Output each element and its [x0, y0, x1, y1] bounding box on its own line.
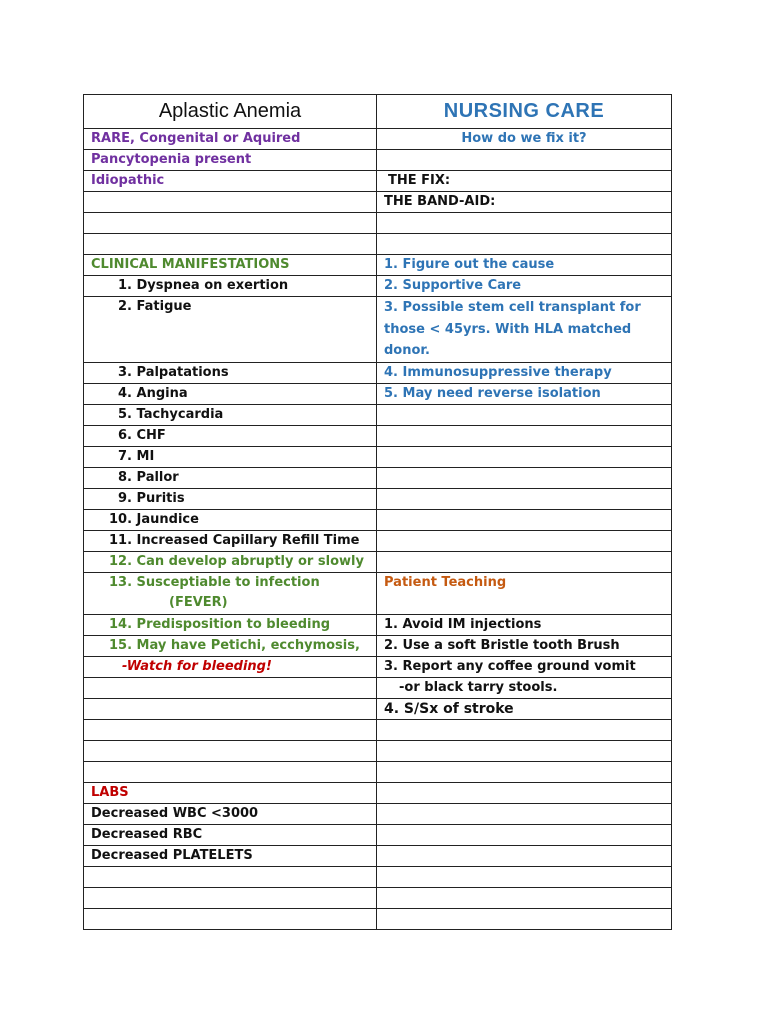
table-row	[84, 761, 672, 782]
table-row	[84, 446, 672, 467]
manifestation-line: (FEVER)	[169, 594, 228, 610]
manifestation-item: 12. Can develop abruptly or slowly	[84, 551, 377, 572]
band-aid-label: THE BAND-AID:	[377, 192, 672, 213]
empty-cell	[377, 782, 672, 803]
table-row	[84, 425, 672, 446]
care-item: 4. Immunosuppressive therapy	[377, 362, 672, 383]
the-fix-label: THE FIX:	[377, 171, 672, 192]
table-row	[84, 150, 672, 171]
empty-cell	[377, 740, 672, 761]
table-row	[84, 845, 672, 866]
table-row	[84, 255, 672, 276]
table-row	[84, 234, 672, 255]
table-row	[84, 635, 672, 656]
care-item: 1. Figure out the cause	[377, 255, 672, 276]
lab-item: Decreased WBC <3000	[84, 803, 377, 824]
care-table	[83, 94, 672, 930]
empty-cell	[377, 446, 672, 467]
table-row	[84, 887, 672, 908]
empty-cell	[84, 192, 377, 213]
intro-item: Idiopathic	[84, 171, 377, 192]
empty-cell	[377, 719, 672, 740]
table-row	[84, 404, 672, 425]
empty-cell	[377, 404, 672, 425]
disease-title: Aplastic Anemia	[84, 95, 377, 129]
table-row	[84, 297, 672, 363]
table-row	[84, 488, 672, 509]
table-row	[84, 740, 672, 761]
manifestation-item: 7. MI	[84, 446, 377, 467]
manifestation-item: 5. Tachycardia	[84, 404, 377, 425]
teaching-item: 4. S/Sx of stroke	[377, 698, 672, 719]
manifestation-item	[84, 572, 377, 614]
table-row	[84, 467, 672, 488]
fix-question: How do we fix it?	[377, 129, 672, 150]
empty-cell	[377, 908, 672, 929]
empty-cell	[84, 740, 377, 761]
table-row	[84, 866, 672, 887]
patient-teaching-title: Patient Teaching	[377, 572, 672, 614]
table-row	[84, 908, 672, 929]
empty-cell	[377, 509, 672, 530]
empty-cell	[377, 213, 672, 234]
table-row	[84, 276, 672, 297]
table-row	[84, 614, 672, 635]
empty-cell	[84, 234, 377, 255]
empty-cell	[377, 425, 672, 446]
empty-cell	[84, 677, 377, 698]
lab-item: Decreased PLATELETS	[84, 845, 377, 866]
table-row	[84, 719, 672, 740]
empty-cell	[84, 761, 377, 782]
intro-item: RARE, Congenital or Aquired	[84, 129, 377, 150]
empty-cell	[377, 150, 672, 171]
teaching-item: -or black tarry stools.	[377, 677, 672, 698]
header-row	[84, 95, 672, 129]
manifestation-item: 10. Jaundice	[84, 509, 377, 530]
table-row	[84, 129, 672, 150]
empty-cell	[377, 488, 672, 509]
table-row	[84, 698, 672, 719]
table-row	[84, 677, 672, 698]
teaching-item: 2. Use a soft Bristle tooth Brush	[377, 635, 672, 656]
care-item: 2. Supportive Care	[377, 276, 672, 297]
empty-cell	[84, 698, 377, 719]
table-row	[84, 362, 672, 383]
table-row	[84, 213, 672, 234]
empty-cell	[377, 866, 672, 887]
table-row	[84, 171, 672, 192]
lab-item: Decreased RBC	[84, 824, 377, 845]
table-row	[84, 530, 672, 551]
table-row	[84, 782, 672, 803]
manifestation-item: 4. Angina	[84, 383, 377, 404]
empty-cell	[84, 908, 377, 929]
empty-cell	[377, 887, 672, 908]
care-item: 5. May need reverse isolation	[377, 383, 672, 404]
bleeding-warning: -Watch for bleeding!	[84, 656, 377, 677]
empty-cell	[84, 887, 377, 908]
manifestation-item: 8. Pallor	[84, 467, 377, 488]
empty-cell	[377, 467, 672, 488]
manifestation-line: 13. Susceptiable to infection	[109, 574, 320, 590]
empty-cell	[84, 719, 377, 740]
empty-cell	[377, 530, 672, 551]
table-row	[84, 803, 672, 824]
manifestation-item: 11. Increased Capillary Refill Time	[84, 530, 377, 551]
care-item: 3. Possible stem cell transplant for those < 45yrs. With HLA matched donor.	[377, 297, 672, 363]
nursing-care-title: NURSING CARE	[377, 95, 672, 129]
empty-cell	[377, 234, 672, 255]
empty-cell	[377, 803, 672, 824]
empty-cell	[377, 761, 672, 782]
manifestation-item: 15. May have Petichi, ecchymosis,	[84, 635, 377, 656]
teaching-item: 1. Avoid IM injections	[377, 614, 672, 635]
manifestation-item: 1. Dyspnea on exertion	[84, 276, 377, 297]
manifestation-item: 2. Fatigue	[84, 297, 377, 363]
manifestation-item: 3. Palpatations	[84, 362, 377, 383]
clinical-manifestations-title: CLINICAL MANIFESTATIONS	[84, 255, 377, 276]
table-row	[84, 656, 672, 677]
manifestation-item: 6. CHF	[84, 425, 377, 446]
empty-cell	[84, 866, 377, 887]
intro-item: Pancytopenia present	[84, 150, 377, 171]
table-row	[84, 383, 672, 404]
empty-cell	[377, 845, 672, 866]
table-row	[84, 192, 672, 213]
empty-cell	[377, 551, 672, 572]
empty-cell	[377, 824, 672, 845]
table-row	[84, 551, 672, 572]
labs-title: LABS	[84, 782, 377, 803]
nursing-care-sheet	[83, 94, 671, 930]
table-row	[84, 572, 672, 614]
table-row	[84, 824, 672, 845]
manifestation-item: 14. Predisposition to bleeding	[84, 614, 377, 635]
teaching-item: 3. Report any coffee ground vomit	[377, 656, 672, 677]
table-row	[84, 509, 672, 530]
manifestation-item: 9. Puritis	[84, 488, 377, 509]
empty-cell	[84, 213, 377, 234]
